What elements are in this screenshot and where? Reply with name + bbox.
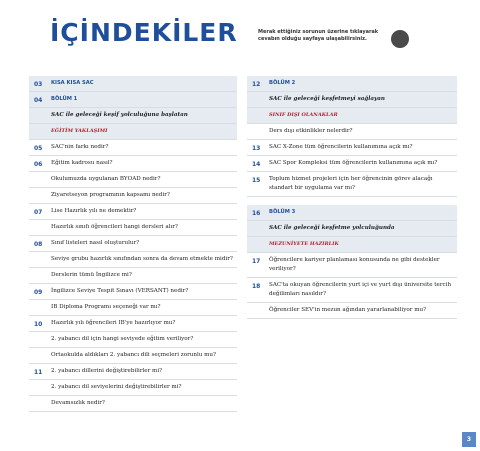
toc-page-number: 04 <box>34 97 43 104</box>
toc-page-number: 09 <box>34 289 43 296</box>
toc-page-number <box>247 92 269 97</box>
toc-page-number <box>29 172 51 177</box>
toc-entry-text: Okulumuzda uygulanan BYOAD nedir? <box>51 176 161 182</box>
toc-page-number <box>29 332 51 337</box>
toc-entry-text: Seviye grubu hazırlık sınıfından sonra da devam etmekte midir? <box>51 256 233 262</box>
toc-entry-text: Derslerin tümü İngilizce mi? <box>51 272 132 278</box>
toc-entry-text: Ders dışı etkinlikler nelerdir? <box>269 128 353 134</box>
toc-entry-text: Hazırlık sınıfı öğrencileri hangi dersleri alır? <box>51 224 178 230</box>
toc-page-number <box>247 124 269 129</box>
toc-entry-text: SAC'ta okuyan öğrencilerin yurt içi ve yurt dışı üniversite tercih değilimları nasıldır? <box>269 282 452 297</box>
toc-page-number: 06 <box>34 161 43 168</box>
toc-entry[interactable] <box>29 92 237 108</box>
toc-left-column <box>29 76 237 412</box>
toc-entry[interactable] <box>29 252 237 268</box>
toc-entry[interactable] <box>29 364 237 380</box>
toc-page-number: 17 <box>252 258 261 265</box>
toc-page-number <box>29 300 51 305</box>
toc-right-column <box>247 76 457 319</box>
toc-page-number <box>29 396 51 401</box>
toc-page-number: 10 <box>34 321 43 328</box>
toc-entry[interactable] <box>29 268 237 284</box>
toc-entry[interactable] <box>29 332 237 348</box>
toc-entry-text: SAC ile geleceği keşif yolculuğuna başlatan <box>51 112 188 118</box>
toc-entry-text: Öğrenciler SEV'in mezun ağından yararlanabiliyor mu? <box>269 307 427 313</box>
toc-page-number: 14 <box>252 161 261 168</box>
toc-entry[interactable] <box>29 220 237 236</box>
toc-entry[interactable] <box>29 108 237 124</box>
toc-entry[interactable] <box>29 172 237 188</box>
toc-entry-text: BÖLÜM 2 <box>269 80 296 86</box>
toc-entry[interactable] <box>247 124 457 140</box>
toc-page-number <box>29 348 51 353</box>
toc-entry-text: MEZUNİYETE HAZIRLIK <box>269 241 339 247</box>
toc-page-number <box>247 303 269 308</box>
toc-entry-text: IB Diploma Programı seçeneği var mı? <box>51 304 161 310</box>
toc-page-number <box>29 380 51 385</box>
toc-entry[interactable] <box>247 278 457 303</box>
page-number: 3 <box>462 432 476 447</box>
toc-entry[interactable] <box>247 205 457 221</box>
page-subtitle: Merak ettiğiniz sorunun üzerine tıklayarak cevabın olduğu sayfaya ulaşabilirsiniz. <box>258 29 379 42</box>
toc-entry[interactable] <box>247 303 457 319</box>
toc-entry[interactable] <box>247 76 457 92</box>
toc-entry-text: BÖLÜM 1 <box>51 96 78 102</box>
toc-entry[interactable] <box>29 188 237 204</box>
toc-entry-text: SAC ile geleceği keşfetme yolculuğunda <box>269 225 395 231</box>
toc-entry-text: SAC'nin farkı nedir? <box>51 144 109 150</box>
toc-entry[interactable] <box>29 316 237 332</box>
toc-entry-text: SAC Spor Kompleksi tüm öğrencilerin kullanımına açık mı? <box>269 160 438 166</box>
toc-entry[interactable] <box>247 140 457 156</box>
toc-entry-text: SINIF DIŞI OLANAKLAR <box>269 112 338 118</box>
toc-entry-text: KISA KISA SAC <box>51 80 94 86</box>
toc-entry-text: SAC X-Zone tüm öğrencilerin kullanımına açık mı? <box>269 144 413 150</box>
toc-entry-text: 2. yabancı dil seviyelerini değiştirebilirler mi? <box>51 384 182 390</box>
toc-entry-text: Lise Hazırlık yılı ne demektir? <box>51 208 137 214</box>
toc-entry[interactable] <box>247 92 457 108</box>
toc-entry-text: Hazırlık yılı öğrencileri IB'ye hazırlıyor mu? <box>51 320 176 326</box>
toc-entry[interactable] <box>247 108 457 124</box>
toc-entry-text: Toplum hizmet projeleri için her öğrencinin görev alacağı standart bir uygulama var mı? <box>269 176 433 191</box>
toc-page-number: 15 <box>252 177 261 184</box>
toc-entry[interactable] <box>247 221 457 237</box>
toc-entry-text: İngilizce Seviye Tespit Sınavı (VERSANT) nedir? <box>51 288 189 294</box>
toc-entry[interactable] <box>29 156 237 172</box>
toc-entry-text: Öğrencilere kariyer planlaması konusunda ne gibi destekler veriliyor? <box>269 257 440 272</box>
toc-entry-text: BÖLÜM 3 <box>269 209 296 215</box>
toc-entry-text: 2. yabancı dil için hangi seviyede eğitim veriliyor? <box>51 336 194 342</box>
toc-entry-text: SAC ile geleceği keşfetmeyi sağlayan <box>269 96 385 102</box>
toc-entry[interactable] <box>29 140 237 156</box>
toc-entry[interactable] <box>29 396 237 412</box>
toc-page-number: 12 <box>252 81 261 88</box>
toc-page-number: 08 <box>34 241 43 248</box>
page-title: İÇİNDEKİLER <box>50 18 238 47</box>
toc-entry-text: Eğitim kadrosu nasıl? <box>51 160 113 166</box>
toc-entry[interactable] <box>247 172 457 197</box>
toc-entry-text: EĞİTİM YAKLAŞIMI <box>51 128 108 134</box>
toc-entry[interactable] <box>247 237 457 253</box>
toc-entry[interactable] <box>29 284 237 300</box>
toc-page-number: 11 <box>34 369 43 376</box>
toc-page-number: 05 <box>34 145 43 152</box>
toc-entry[interactable] <box>29 204 237 220</box>
toc-page-number: 16 <box>252 210 261 217</box>
toc-entry[interactable] <box>29 124 237 140</box>
toc-page-number <box>29 108 51 113</box>
toc-page-number <box>29 220 51 225</box>
toc-entry-text: Devamsızlık nedir? <box>51 400 105 406</box>
toc-entry[interactable] <box>247 156 457 172</box>
toc-page-number <box>29 124 51 129</box>
toc-page-number <box>29 268 51 273</box>
toc-entry[interactable] <box>29 236 237 252</box>
toc-entry[interactable] <box>29 348 237 364</box>
section-gap <box>247 197 457 205</box>
toc-entry[interactable] <box>29 380 237 396</box>
toc-page-number <box>247 237 269 242</box>
toc-entry-text: Ziyaretseyon programının kapsamı nedir? <box>51 192 170 198</box>
toc-entry[interactable] <box>29 300 237 316</box>
toc-page-number: 13 <box>252 145 261 152</box>
toc-page-number: 07 <box>34 209 43 216</box>
toc-page-number <box>247 221 269 226</box>
toc-page-number: 03 <box>34 81 43 88</box>
toc-page-number <box>247 108 269 113</box>
toc-page-number <box>29 188 51 193</box>
toc-entry[interactable] <box>29 76 237 92</box>
toc-page-number: 18 <box>252 283 261 290</box>
toc-page-number <box>29 252 51 257</box>
toc-entry[interactable] <box>247 253 457 278</box>
toc-entry-text: 2. yabancı dillerini değiştirebilirler mi? <box>51 368 163 374</box>
toc-entry-text: Ortaokulda aldıkları 2. yabancı dili seçmeleri zorunlu mu? <box>51 352 217 358</box>
toc-entry-text: Sınıf listeleri nasıl oluşturulur? <box>51 240 140 246</box>
decorative-dot <box>391 30 409 48</box>
